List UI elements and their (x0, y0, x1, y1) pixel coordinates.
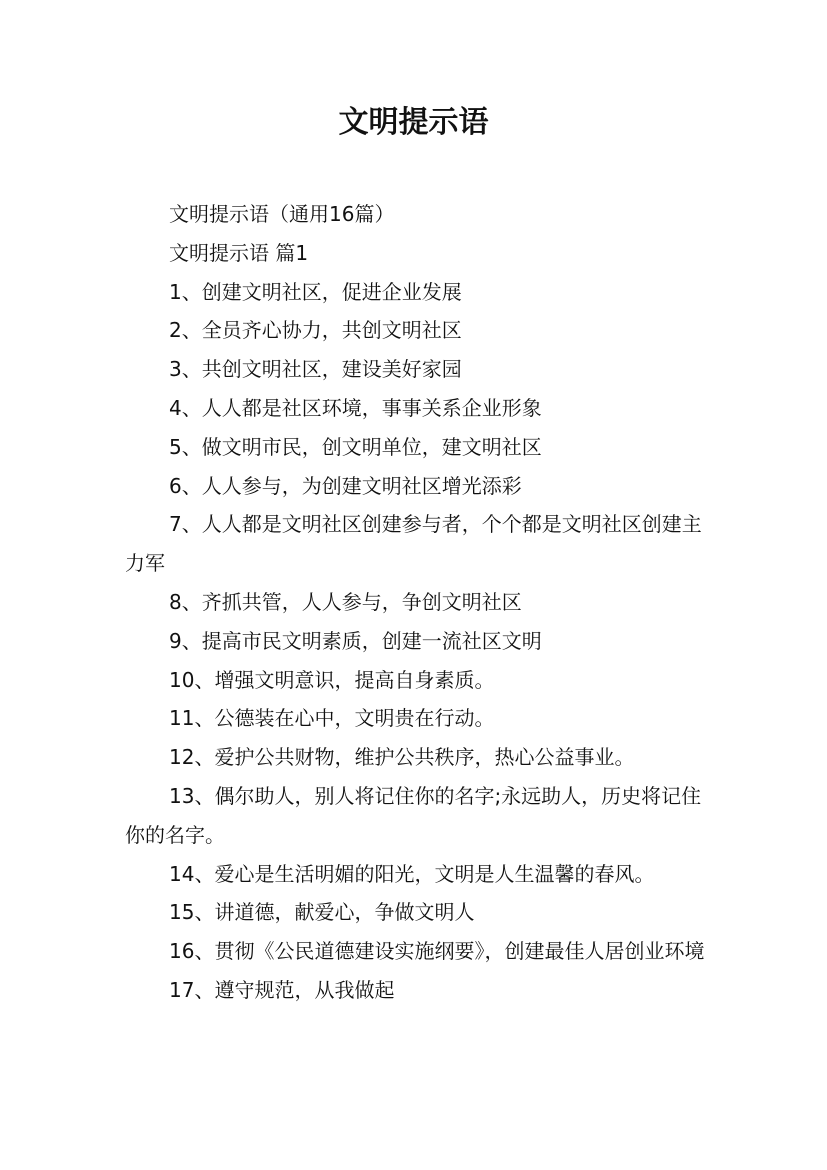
list-item-5: 5、做文明市民，创文明单位，建文明社区 (169, 434, 542, 459)
list-item-13: 13、偶尔助人，别人将记住你的名字;永远助人，历史将记住你的名字。 (125, 783, 702, 847)
list-item-7: 7、人人都是文明社区创建参与者，个个都是文明社区创建主力军 (125, 512, 702, 576)
list-item-1: 1、创建文明社区，促进企业发展 (169, 279, 462, 304)
list-item-3: 3、共创文明社区，建设美好家园 (169, 357, 462, 382)
document-title: 文明提示语 (338, 105, 489, 140)
list-item-15: 15、讲道德，献爱心，争做文明人 (169, 900, 475, 925)
list-item-14: 14、爱心是生活明媚的阳光，文明是人生温馨的春风。 (169, 861, 655, 886)
list-item-10: 10、增强文明意识，提高自身素质。 (169, 667, 495, 692)
list-item-2: 2、全员齐心协力，共创文明社区 (169, 318, 462, 343)
paragraph-section-heading: 文明提示语 篇1 (169, 240, 309, 265)
list-item-4: 4、人人都是社区环境，事事关系企业形象 (169, 395, 542, 420)
list-item-9: 9、提高市民文明素质，创建一流社区文明 (169, 628, 542, 653)
list-item-8: 8、齐抓共管，人人参与，争创文明社区 (169, 589, 522, 614)
list-item-12: 12、爱护公共财物，维护公共秩序，热心公益事业。 (169, 745, 635, 770)
paragraph-subtitle: 文明提示语（通用16篇） (169, 202, 395, 226)
list-item-11: 11、公德装在心中，文明贵在行动。 (169, 706, 495, 731)
list-item-17: 17、遵守规范，从我做起 (169, 977, 395, 1002)
document-body (125, 195, 710, 1010)
list-item-6: 6、人人参与，为创建文明社区增光添彩 (169, 473, 522, 498)
list-item-16: 16、贯彻《公民道德建设实施纲要》，创建最佳人居创业环境 (169, 939, 705, 964)
